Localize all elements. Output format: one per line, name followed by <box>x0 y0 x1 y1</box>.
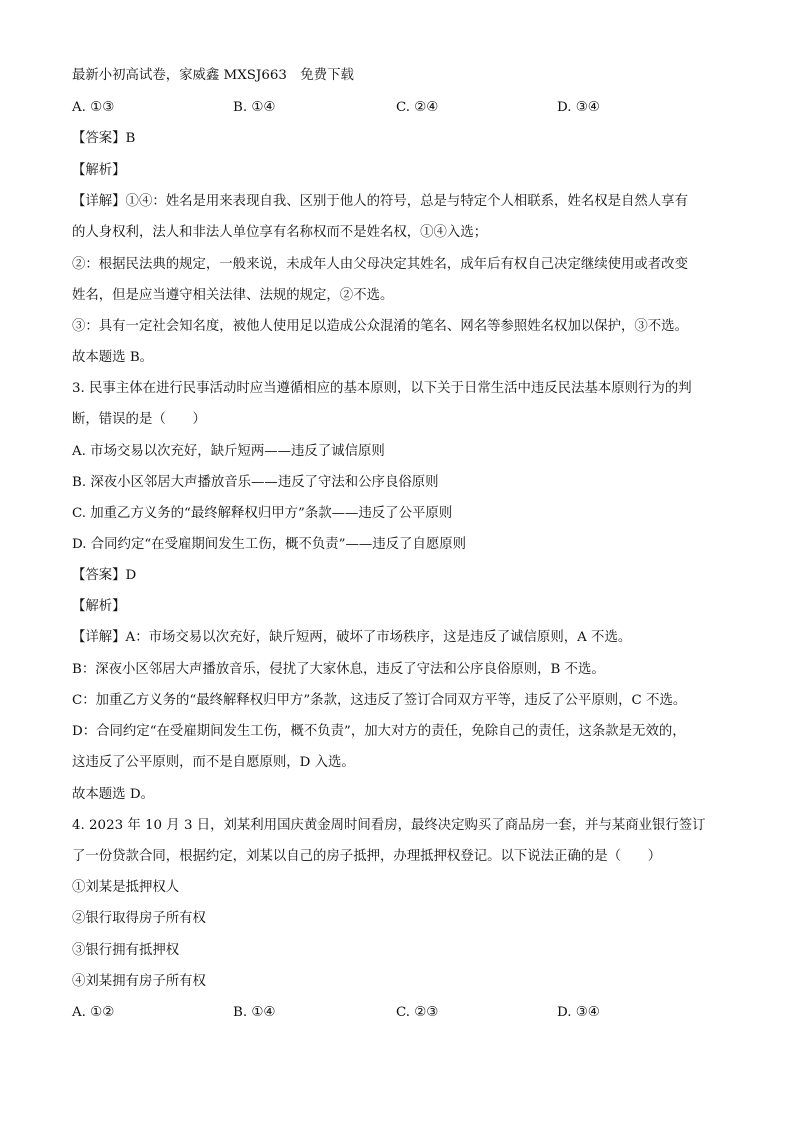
q2-answer: 【答案】B <box>72 131 136 146</box>
q2-option-c: C. ②④ <box>396 100 439 115</box>
q2-detail-line: ③：具有一定社会知名度，被他人使用足以造成公众混淆的笔名、网名等参照姓名权加以保护，③不选。 <box>72 319 688 334</box>
q3-detail-line: C：加重乙方义务的“最终解释权归甲方”条款，这违反了签订合同双方平等，违反了公平原则，C 不选。 <box>72 693 687 708</box>
q4-stem-line: 了一份贷款合同，根据约定，刘某以自己的房子抵押，办理抵押权登记。以下说法正确的是（ ） <box>72 849 662 864</box>
q3-detail-line: 这违反了公平原则，而不是自愿原则，D 入选。 <box>72 755 355 770</box>
header-line: 最新小初高试卷，家威鑫 MXSJ663 免费下载 <box>72 68 354 83</box>
q2-option-b: B. ①④ <box>233 100 276 115</box>
q2-option-d: D. ③④ <box>557 100 600 115</box>
q2-analysis-label: 【解析】 <box>72 163 126 178</box>
q4-stem-line: 4. 2023 年 10 月 3 日，刘某利用国庆黄金周时间看房，最终决定购买了商品房一套，并与某商业银行签订 <box>72 818 706 833</box>
q4-statement: ③银行拥有抵押权 <box>72 943 180 958</box>
q4-option-d: D. ③④ <box>557 1005 600 1020</box>
q3-option-d: D. 合同约定“在受雇期间发生工伤，概不负责”——违反了自愿原则 <box>72 537 467 552</box>
q3-stem-line: 3. 民事主体在进行民事活动时应当遵循相应的基本原则，以下关于日常生活中违反民法基本原则行为的判 <box>72 381 692 396</box>
q2-detail-line: ②：根据民法典的规定，一般来说，未成年人由父母决定其姓名，成年后有权自己决定继续使用或者改变 <box>72 257 688 272</box>
q3-detail-line: 故本题选 D。 <box>72 787 154 802</box>
q2-detail-line: 的人身权利，法人和非法人单位享有名称权而不是姓名权，①④入选； <box>72 225 488 240</box>
q4-statement: ④刘某拥有房子所有权 <box>72 974 206 989</box>
q3-detail-line: 【详解】A：市场交易以次充好，缺斤短两，破坏了市场秩序，这是违反了诚信原则，A 不选。 <box>72 630 632 645</box>
q2-detail-line: 【详解】①④：姓名是用来表现自我、区别于他人的符号，总是与特定个人相联系，姓名权是自然人享有 <box>72 194 688 209</box>
q3-option-a: A. 市场交易以次充好，缺斤短两——违反了诚信原则 <box>72 444 385 459</box>
q4-option-a: A. ①② <box>72 1005 115 1020</box>
q2-detail-line: 姓名，但是应当遵守相关法律、法规的规定，②不选。 <box>72 288 394 303</box>
q3-option-c: C. 加重乙方义务的“最终解释权归甲方”条款——违反了公平原则 <box>72 506 453 521</box>
q4-option-c: C. ②③ <box>396 1005 439 1020</box>
q3-detail-line: D：合同约定“在受雇期间发生工伤，概不负责”，加大对方的责任，免除自己的责任，这条款是无效的， <box>72 724 686 739</box>
q4-statement: ②银行取得房子所有权 <box>72 911 206 926</box>
q4-option-b: B. ①④ <box>233 1005 276 1020</box>
q3-stem-line: 断，错误的是（ ） <box>72 412 206 427</box>
q3-option-b: B. 深夜小区邻居大声播放音乐——违反了守法和公序良俗原则 <box>72 475 439 490</box>
q2-option-a: A. ①③ <box>72 100 115 115</box>
q4-statement: ①刘某是抵押权人 <box>72 880 180 895</box>
q3-analysis-label: 【解析】 <box>72 599 126 614</box>
q3-detail-line: B：深夜小区邻居大声播放音乐，侵扰了大家休息，违反了守法和公序良俗原则，B 不选。 <box>72 662 605 677</box>
q2-detail-line: 故本题选 B。 <box>72 350 154 365</box>
q3-answer: 【答案】D <box>72 568 137 583</box>
